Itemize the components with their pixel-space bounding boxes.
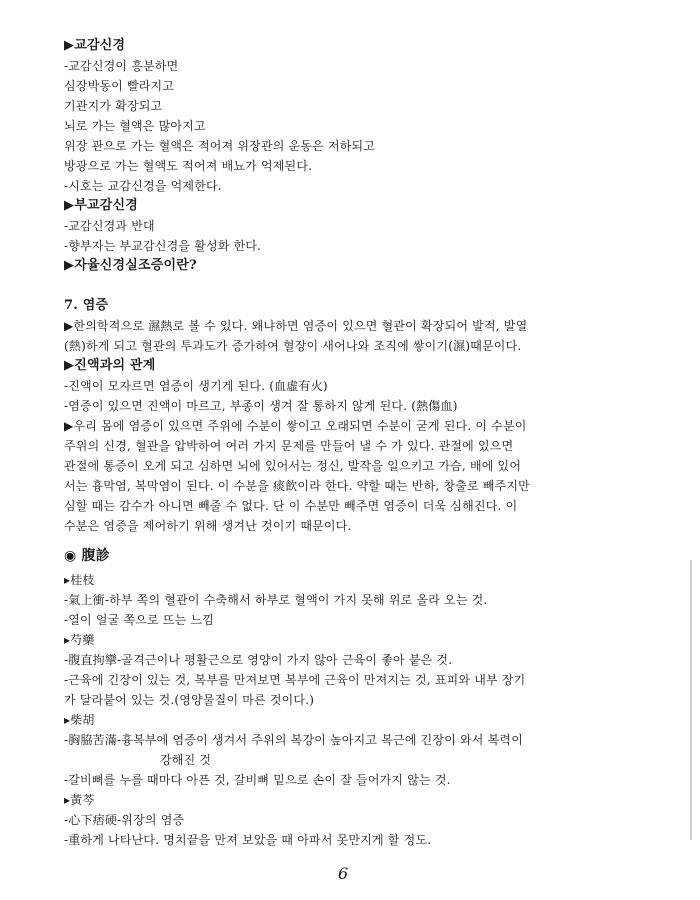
text-line: 관절에 통증이 오게 되고 심하면 뇌에 있어서는 정신, 발작을 일으키고 가슴, 배에 있어 [64, 459, 522, 473]
text-line: -重하게 나타난다. 명치끝을 만져 보았을 때 아파서 못만지게 할 정도. [64, 833, 432, 847]
text-line: -근육에 긴장이 있는 것, 복부를 만져보면 복부에 근육이 만져지는 것, 표피와 내부 장기 [64, 673, 526, 687]
text-line: -胸脇苦滿-흉복부에 염증이 생겨서 주위의 복강이 높아지고 복근에 긴장이 와서 복력이 [64, 733, 523, 747]
text-line: -시호는 교감신경을 억제한다. [64, 179, 222, 193]
section-title-abdominal-diagnosis: ◉ 腹診 [64, 548, 110, 564]
text-line: -열이 얼굴 쪽으로 뜨는 느낌 [64, 613, 215, 627]
text-line: 뇌로 가는 혈액은 많아지고 [64, 119, 206, 133]
section-title-inflammation: 7. 염증 [64, 298, 109, 313]
text-line: 가 달라붙어 있는 것.(영양물질이 마른 것이다.) [64, 693, 315, 707]
scan-edge-mark [690, 560, 692, 840]
herb-label-chaihu: ▸柴胡 [64, 713, 95, 727]
text-line: 위장 관으로 가는 혈액은 적어져 위장관의 운동은 저하되고 [64, 139, 376, 153]
text-line: -교감신경이 흥분하면 [64, 59, 179, 73]
text-line: 방광으로 가는 혈액도 적어져 배뇨가 억제된다. [64, 159, 313, 173]
text-line: -갈비뼈를 누를 때마다 아픈 것, 갈비뼈 밑으로 손이 잘 들어가지 않는 것. [64, 773, 451, 787]
heading-parasympathetic-nerve: ▶부교감신경 [64, 198, 138, 213]
text-line: 기관지가 확장되고 [64, 99, 163, 113]
herb-label-shaoyao: ▸芍藥 [64, 633, 95, 647]
text-line: -향부자는 부교감신경을 활성화 한다. [64, 239, 262, 253]
text-line: -腹直拘攣-골격근이나 평활근으로 영양이 가지 않아 근육이 좋아 붙은 것. [64, 653, 453, 667]
page-number: 6 [338, 864, 349, 883]
text-line: 서는 흉막염, 복막염이 된다. 이 수분을 痰飮이라 한다. 약할 때는 반하, 창출로 빼주지만 [64, 479, 530, 493]
text-line: -진액이 모자르면 염증이 생기게 된다. (血虛有火) [64, 379, 328, 393]
text-line: -염증이 있으면 진액이 마르고, 부종이 생겨 잘 통하지 않게 된다. (熱傷血) [64, 399, 458, 413]
heading-autonomic-dysfunction: ▶자율신경실조증이란? [64, 258, 197, 273]
text-line: 심장박동이 빨라지고 [64, 79, 175, 93]
herb-label-guizhi: ▸桂枝 [64, 573, 95, 587]
text-line: ▶한의학적으로 濕熱로 볼 수 있다. 왜냐하면 염증이 있으면 혈관이 확장되어 발적, 발열 [64, 319, 528, 333]
text-line: 심할 때는 감수가 아니면 빼줄 수 없다. 단 이 수분만 빼주면 염증이 더욱 심해진다. 이 [64, 499, 518, 513]
heading-sympathetic-nerve: ▶교감신경 [64, 38, 126, 53]
text-line: (熱)하게 되고 혈관의 투과도가 증가하여 혈장이 새어나와 조직에 쌓이기(濕)때문이다. [64, 339, 522, 353]
text-line: 주위의 신경, 혈관을 압박하여 여러 가지 문제를 만들어 낼 수 가 있다. 관절에 있으면 [64, 439, 514, 453]
text-line: 수분은 염증을 제어하기 위해 생겨난 것이기 때문이다. [64, 519, 352, 533]
herb-label-huangqin: ▸黃芩 [64, 793, 95, 807]
text-line: 강해진 것 [160, 753, 212, 767]
heading-body-fluid-relation: ▶진액과의 관계 [64, 358, 156, 373]
text-line: -心下痞硬-위장의 염증 [64, 813, 185, 827]
text-line: ▶우리 몸에 염증이 있으면 주위에 수분이 쌓이고 오래되면 수분이 굳게 된다. 이 수분이 [64, 419, 527, 433]
text-line: -氣上衝-하부 쪽의 혈관이 수축해서 하부로 혈액이 가지 못해 위로 올라 오는 것. [64, 593, 488, 607]
text-line: -교감신경과 반대 [64, 219, 155, 233]
